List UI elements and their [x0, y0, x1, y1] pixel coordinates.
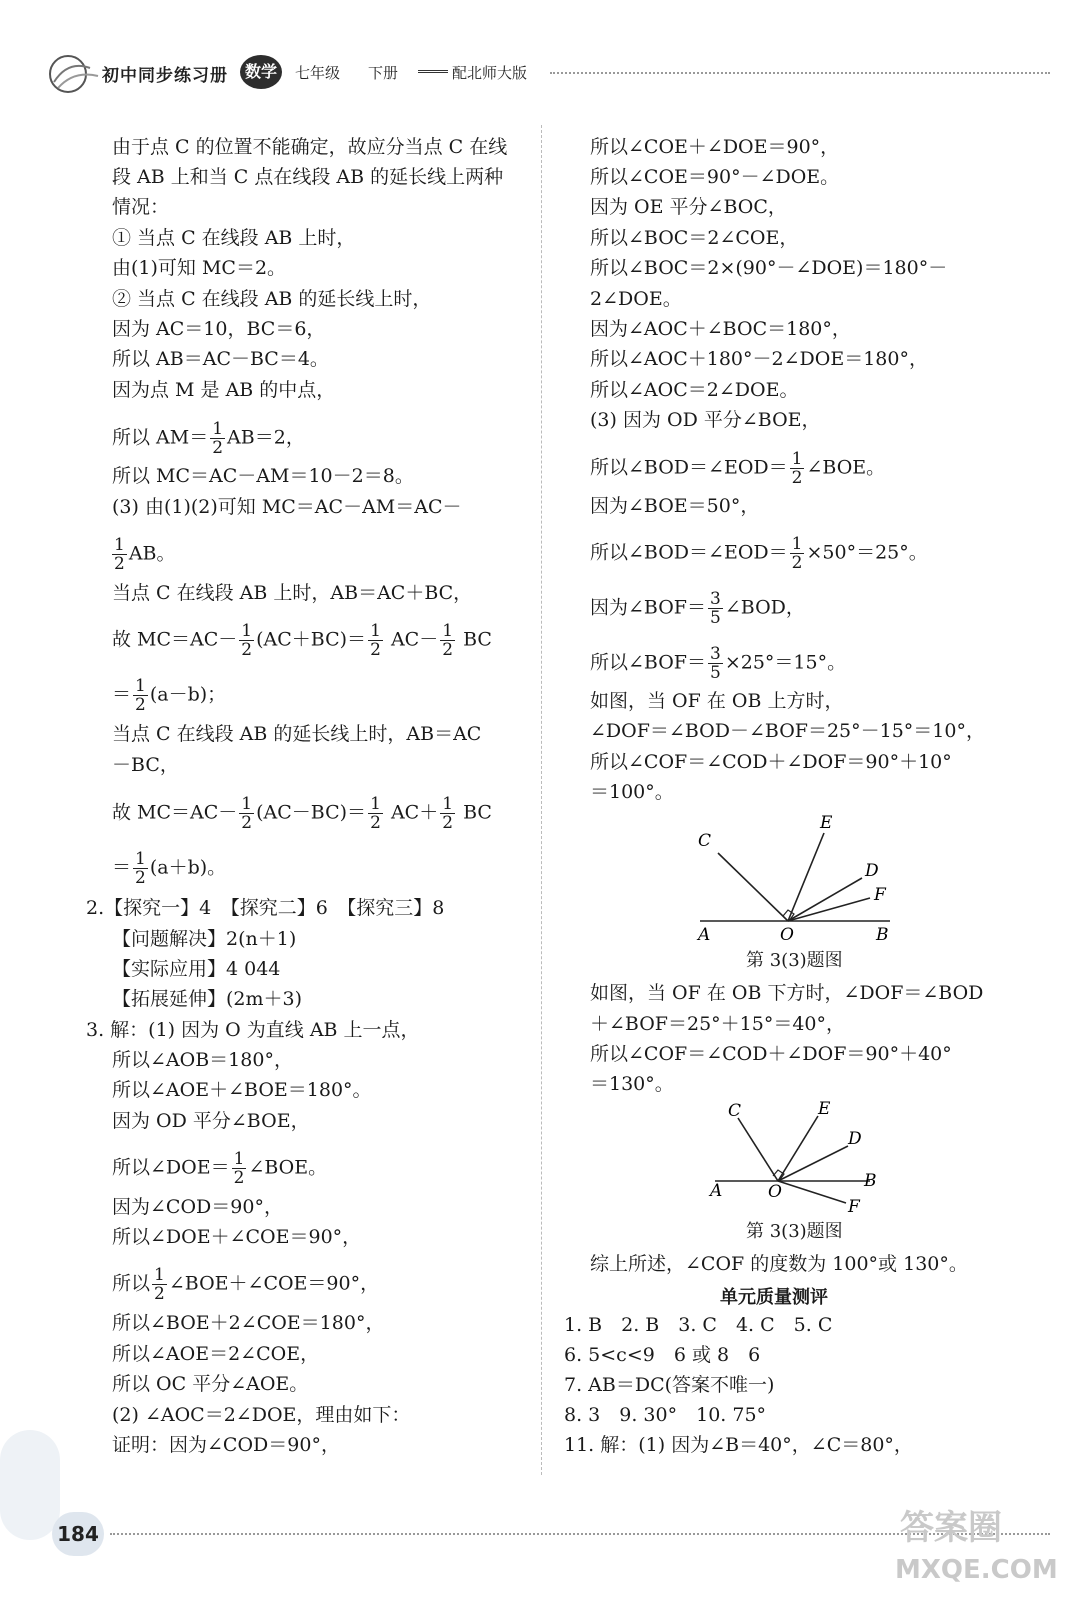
label-c: C: [728, 1101, 742, 1121]
fraction-denominator: 2: [241, 813, 253, 833]
text-segment: 所以∠BOF＝: [590, 651, 706, 674]
angle-figure-1: [690, 808, 910, 943]
figure-caption: 第 3(3)题图: [746, 1221, 843, 1242]
text-segment: 故 MC＝AC－: [112, 801, 238, 824]
math-line: [112, 1150, 327, 1187]
text-line: 因为∠COD＝90°，: [112, 1196, 283, 1218]
answer-line: 1. B 2. B 3. C 4. C 5. C: [564, 1314, 833, 1336]
text-line: 所以∠AOB＝180°，: [112, 1049, 293, 1071]
text-line: 因为 OD 平分∠BOE，: [112, 1110, 310, 1132]
text-line: 所以∠BOC＝2∠COE，: [590, 227, 799, 249]
fraction-numerator: 1: [212, 419, 224, 439]
fraction-denominator: 5: [710, 608, 721, 628]
text-line: 2∠DOE。: [590, 288, 682, 310]
fraction: [112, 536, 127, 573]
text-segment: 所以: [112, 1272, 151, 1295]
text-segment: ∠BOE。: [248, 1156, 328, 1179]
fraction-denominator: 2: [135, 695, 146, 715]
text-segment: ＝: [112, 856, 132, 879]
text-line: 证明：因为∠COD＝90°，: [112, 1434, 340, 1456]
text-line: 当点 C 在线段 AB 的延长线上时，AB＝AC: [112, 723, 482, 745]
fraction: [133, 850, 148, 887]
ray-od: [788, 878, 862, 921]
text-segment: BC: [463, 628, 492, 651]
fraction-denominator: 5: [710, 663, 721, 683]
grade-label: 七年级: [295, 64, 341, 82]
text-line: 因为 AC＝10，BC＝6，: [112, 318, 326, 340]
text-line: 所以∠COE＝90°－∠DOE。: [590, 166, 840, 188]
answer-line: 7. AB＝DC(答案不唯一): [564, 1374, 775, 1396]
ray-oe: [788, 833, 824, 921]
text-line: ① 当点 C 在线段 AB 上时，: [112, 227, 356, 249]
text-line: 由于点 C 的位置不能确定，故应分当点 C 在线: [112, 136, 508, 158]
text-segment: 所以∠BOD＝∠EOD＝: [590, 541, 788, 564]
text-line: 所以 MC＝AC－AM＝10－2＝8。: [112, 465, 414, 487]
text-segment: 故 MC＝AC－: [112, 628, 238, 651]
text-segment: AC－: [390, 628, 439, 651]
text-line: 所以∠AOC＝2∠DOE。: [590, 379, 799, 401]
math-line: [590, 645, 846, 682]
page-header: [40, 50, 1050, 100]
label-c: C: [698, 831, 712, 851]
label-d: D: [848, 1129, 862, 1149]
header-dash: [418, 70, 448, 73]
subject-badge: 数学: [240, 55, 282, 89]
ray-of: [788, 898, 870, 921]
label-a: A: [698, 925, 711, 943]
fraction-numerator: 1: [442, 794, 454, 814]
fraction-denominator: 2: [233, 1168, 245, 1188]
text-segment: AC＋: [390, 801, 439, 824]
text-line: 所以∠COE＋∠DOE＝90°，: [590, 136, 840, 158]
fraction-denominator: 2: [442, 813, 454, 833]
text-line: 综上所述，∠COF 的度数为 100°或 130°。: [590, 1253, 968, 1275]
label-o: O: [768, 1182, 782, 1202]
fraction: [368, 795, 383, 832]
fraction-numerator: 1: [154, 1265, 165, 1285]
math-line: [112, 622, 492, 659]
fraction-denominator: 2: [791, 468, 803, 488]
volume-label: 下册: [368, 64, 399, 82]
label-b: B: [876, 925, 889, 943]
label-f: F: [848, 1197, 860, 1217]
fraction: [239, 622, 254, 659]
label-e: E: [818, 1099, 831, 1119]
text-segment: BC: [463, 801, 492, 824]
fraction-denominator: 2: [135, 868, 146, 888]
fraction-numerator: 3: [710, 644, 721, 664]
text-segment: 因为∠BOF＝: [590, 596, 706, 619]
fraction-numerator: 1: [135, 676, 146, 696]
fraction: [790, 535, 805, 572]
text-line: 所以∠BOC＝2×(90°－∠DOE)＝180°－: [590, 257, 948, 279]
fraction: [790, 450, 805, 487]
text-line: ② 当点 C 在线段 AB 的延长线上时，: [112, 288, 432, 310]
fraction-numerator: 1: [114, 535, 125, 555]
label-o: O: [780, 925, 794, 943]
fraction-denominator: 2: [791, 553, 803, 573]
math-line: [110, 536, 176, 573]
watermark-url: MXQE.COM: [895, 1555, 1058, 1585]
text-line: 所以∠COF＝∠COD＋∠DOF＝90°＋10°: [590, 751, 952, 773]
text-line: 所以∠AOE＋∠BOE＝180°。: [112, 1079, 372, 1101]
answer-line: 11. 解：(1) 因为∠B＝40°，∠C＝80°，: [564, 1434, 913, 1456]
text-line: 所以∠AOC＋180°－2∠DOE＝180°，: [590, 348, 928, 370]
text-segment: AB＝2，: [227, 426, 305, 449]
text-segment: ×25°＝15°。: [724, 651, 847, 674]
label-d: D: [865, 861, 879, 881]
fraction-denominator: 2: [154, 1284, 165, 1304]
fraction-numerator: 1: [791, 534, 803, 554]
math-line: [112, 1266, 379, 1303]
text-line: (2) ∠AOC＝2∠DOE，理由如下：: [112, 1404, 411, 1426]
fraction: [440, 622, 455, 659]
ray-of: [778, 1181, 846, 1203]
fraction-denominator: 2: [241, 640, 253, 660]
fraction-numerator: 1: [241, 794, 253, 814]
fraction-numerator: 1: [791, 449, 803, 469]
book-title: 初中同步练习册: [102, 66, 228, 86]
text-segment: (AC＋BC)＝: [256, 628, 367, 651]
fraction-numerator: 1: [442, 621, 454, 641]
text-segment: (a＋b)。: [149, 856, 227, 879]
text-line: ＋∠BOF＝25°＋15°＝40°，: [590, 1013, 846, 1035]
text-line: 【实际应用】4 044: [112, 958, 281, 980]
ray-oc: [718, 853, 788, 921]
fraction: [708, 645, 723, 682]
math-line: [112, 420, 305, 457]
figure-caption: 第 3(3)题图: [746, 950, 843, 971]
math-line: [590, 535, 928, 572]
answer-line: 6. 5<c<9 6 或 8 6: [564, 1344, 761, 1366]
text-segment: 所以 AM＝: [112, 426, 209, 449]
header-dotted-rule: [550, 72, 1050, 74]
text-line: 因为点 M 是 AB 的中点，: [112, 379, 336, 401]
label-b: B: [864, 1171, 877, 1191]
fraction: [133, 677, 148, 714]
fraction: [368, 622, 383, 659]
math-line: [112, 677, 226, 714]
fraction-denominator: 2: [370, 640, 381, 660]
fraction: [232, 1150, 247, 1187]
math-line: [590, 450, 885, 487]
text-segment: ∠BOD，: [724, 596, 805, 619]
text-line: 所以∠AOE＝2∠COE，: [112, 1343, 320, 1365]
text-line: 当点 C 在线段 AB 上时，AB＝AC＋BC，: [112, 582, 473, 604]
text-line: 段 AB 上和当 C 点在线段 AB 的延长线上两种: [112, 166, 504, 188]
text-segment: (a－b)；: [149, 683, 227, 706]
text-line: 所以∠DOE＋∠COE＝90°，: [112, 1226, 362, 1248]
label-a: A: [710, 1181, 723, 1201]
fraction-numerator: 1: [233, 1149, 245, 1169]
fraction-numerator: 1: [370, 621, 381, 641]
fraction: [440, 795, 455, 832]
section-heading: 单元质量测评: [720, 1287, 828, 1308]
text-line: 3. 解：(1) 因为 O 为直线 AB 上一点，: [86, 1019, 420, 1041]
fraction-denominator: 2: [370, 813, 381, 833]
text-line: 因为∠BOE＝50°，: [590, 495, 760, 517]
text-line: 因为∠AOC＋∠BOC＝180°，: [590, 318, 851, 340]
text-line: 由(1)可知 MC＝2。: [112, 257, 287, 279]
fraction: [239, 795, 254, 832]
text-line: 【拓展延伸】(2m＋3): [112, 988, 303, 1010]
text-line: ＝100°。: [590, 781, 674, 803]
ray-oc: [738, 1118, 778, 1181]
fraction-numerator: 1: [135, 849, 146, 869]
fraction-numerator: 1: [241, 621, 253, 641]
text-line: 因为 OE 平分∠BOC，: [590, 196, 787, 218]
text-line: 【问题解决】2(n＋1): [112, 928, 297, 950]
math-line: [112, 850, 226, 887]
fraction-denominator: 2: [114, 554, 125, 574]
text-segment: 所以∠BOD＝∠EOD＝: [590, 456, 788, 479]
fraction: [152, 1266, 167, 1303]
fraction-numerator: 1: [370, 794, 381, 814]
text-line: －BC，: [112, 754, 179, 776]
answer-line: 8. 3 9. 30° 10. 75°: [564, 1404, 767, 1426]
watermark-logo: 答案圈: [900, 1508, 1002, 1548]
text-line: ∠DOF＝∠BOD－∠BOF＝25°－15°＝10°，: [590, 720, 985, 742]
fraction-denominator: 2: [212, 438, 224, 458]
label-f: F: [874, 885, 886, 905]
label-e: E: [820, 813, 833, 833]
text-line: 所以∠BOE＋2∠COE＝180°，: [112, 1312, 385, 1334]
fraction: [708, 590, 723, 627]
text-line: (3) 由(1)(2)可知 MC＝AC－AM＝AC－: [112, 496, 462, 518]
fraction: [210, 420, 225, 457]
footer-decoration: [0, 1430, 60, 1540]
fraction-denominator: 2: [442, 640, 454, 660]
text-segment: ∠BOE＋∠COE＝90°，: [168, 1272, 380, 1295]
column-divider: [541, 125, 542, 1475]
text-segment: (AC－BC)＝: [256, 801, 367, 824]
text-line: ＝130°。: [590, 1073, 674, 1095]
fraction-numerator: 3: [710, 589, 721, 609]
text-line: 如图，当 OF 在 OB 下方时，∠DOF＝∠BOD: [590, 982, 984, 1004]
text-line: 如图，当 OF 在 OB 上方时，: [590, 690, 844, 712]
book-logo-icon: [46, 52, 106, 96]
text-segment: AB。: [128, 542, 176, 565]
text-segment: ∠BOE。: [806, 456, 886, 479]
text-line: 2.【探究一】4 【探究二】6 【探究三】8: [86, 897, 445, 919]
text-line: (3) 因为 OD 平分∠BOE，: [590, 409, 821, 431]
text-line: 所以 AB＝AC－BC＝4。: [112, 348, 329, 370]
text-line: 情况：: [112, 196, 170, 218]
edition-label: 配北师大版: [452, 64, 528, 82]
text-segment: ＝: [112, 683, 132, 706]
text-line: 所以∠COF＝∠COD＋∠DOF＝90°＋40°: [590, 1043, 952, 1065]
math-line: [590, 590, 805, 627]
text-line: 所以 OC 平分∠AOE。: [112, 1373, 309, 1395]
text-segment: 所以∠DOE＝: [112, 1156, 230, 1179]
page-number: 184: [52, 1512, 104, 1556]
math-line: [112, 795, 492, 832]
text-segment: ×50°＝25°。: [806, 541, 928, 564]
angle-figure-2: [700, 1098, 890, 1220]
